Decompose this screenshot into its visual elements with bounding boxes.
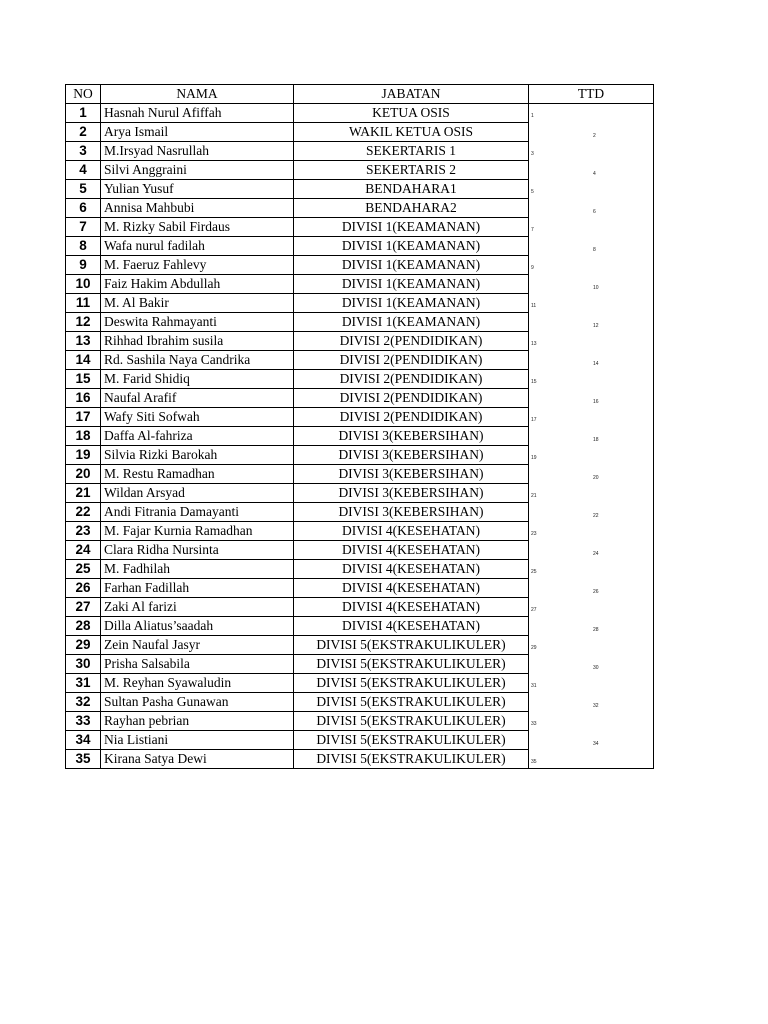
row-name: Kirana Satya Dewi xyxy=(101,750,294,769)
row-name: Rihhad Ibrahim susila xyxy=(101,332,294,351)
row-number: 16 xyxy=(66,389,101,408)
signature-number: 8 xyxy=(593,247,596,253)
row-position: DIVISI 1(KEAMANAN) xyxy=(294,256,529,275)
row-position: DIVISI 2(PENDIDIKAN) xyxy=(294,332,529,351)
row-name: Arya Ismail xyxy=(101,123,294,142)
row-position: DIVISI 1(KEAMANAN) xyxy=(294,275,529,294)
header-ttd: TTD xyxy=(529,85,654,104)
row-name: M. Rizky Sabil Firdaus xyxy=(101,218,294,237)
row-number: 15 xyxy=(66,370,101,389)
row-number: 24 xyxy=(66,541,101,560)
signature-number: 35 xyxy=(531,759,537,765)
signature-number: 33 xyxy=(531,721,537,727)
row-position: DIVISI 3(KEBERSIHAN) xyxy=(294,503,529,522)
signature-number: 1 xyxy=(531,113,534,119)
row-name: M.Irsyad Nasrullah xyxy=(101,142,294,161)
row-number: 30 xyxy=(66,655,101,674)
row-position: DIVISI 4(KESEHATAN) xyxy=(294,541,529,560)
signature-number: 3 xyxy=(531,151,534,157)
signature-number: 24 xyxy=(593,551,599,557)
row-position: DIVISI 2(PENDIDIKAN) xyxy=(294,389,529,408)
row-number: 11 xyxy=(66,294,101,313)
row-number: 27 xyxy=(66,598,101,617)
row-name: Deswita Rahmayanti xyxy=(101,313,294,332)
signature-number: 15 xyxy=(531,379,537,385)
signature-number: 29 xyxy=(531,645,537,651)
row-name: Daffa Al-fahriza xyxy=(101,427,294,446)
signature-number: 18 xyxy=(593,437,599,443)
signature-number: 19 xyxy=(531,455,537,461)
row-number: 35 xyxy=(66,750,101,769)
signature-number: 28 xyxy=(593,627,599,633)
row-position: DIVISI 4(KESEHATAN) xyxy=(294,598,529,617)
row-name: Silvi Anggraini xyxy=(101,161,294,180)
table-row xyxy=(66,104,654,123)
signature-number: 12 xyxy=(593,323,599,329)
row-name: Wafy Siti Sofwah xyxy=(101,408,294,427)
row-name: M. Faeruz Fahlevy xyxy=(101,256,294,275)
row-name: M. Al Bakir xyxy=(101,294,294,313)
row-position: KETUA OSIS xyxy=(294,104,529,123)
row-position: DIVISI 4(KESEHATAN) xyxy=(294,579,529,598)
attendance-table xyxy=(65,84,654,769)
row-name: Zaki Al farizi xyxy=(101,598,294,617)
row-name: Yulian Yusuf xyxy=(101,180,294,199)
signature-number: 34 xyxy=(593,741,599,747)
row-name: Faiz Hakim Abdullah xyxy=(101,275,294,294)
row-number: 5 xyxy=(66,180,101,199)
row-position: BENDAHARA1 xyxy=(294,180,529,199)
row-position: DIVISI 5(EKSTRAKULIKULER) xyxy=(294,750,529,769)
row-position: WAKIL KETUA OSIS xyxy=(294,123,529,142)
signature-number: 7 xyxy=(531,227,534,233)
row-position: DIVISI 2(PENDIDIKAN) xyxy=(294,370,529,389)
row-position: DIVISI 1(KEAMANAN) xyxy=(294,218,529,237)
signature-column xyxy=(529,104,654,769)
row-number: 1 xyxy=(66,104,101,123)
row-position: DIVISI 4(KESEHATAN) xyxy=(294,617,529,636)
row-position: DIVISI 5(EKSTRAKULIKULER) xyxy=(294,636,529,655)
row-position: DIVISI 4(KESEHATAN) xyxy=(294,522,529,541)
row-position: DIVISI 5(EKSTRAKULIKULER) xyxy=(294,674,529,693)
row-number: 22 xyxy=(66,503,101,522)
row-name: M. Fajar Kurnia Ramadhan xyxy=(101,522,294,541)
signature-number: 5 xyxy=(531,189,534,195)
row-name: M. Fadhilah xyxy=(101,560,294,579)
row-number: 26 xyxy=(66,579,101,598)
signature-number: 31 xyxy=(531,683,537,689)
row-number: 18 xyxy=(66,427,101,446)
row-name: M. Reyhan Syawaludin xyxy=(101,674,294,693)
row-position: DIVISI 3(KEBERSIHAN) xyxy=(294,484,529,503)
row-position: DIVISI 4(KESEHATAN) xyxy=(294,560,529,579)
signature-number: 22 xyxy=(593,513,599,519)
header-row xyxy=(66,85,654,104)
row-position: DIVISI 1(KEAMANAN) xyxy=(294,237,529,256)
row-number: 31 xyxy=(66,674,101,693)
row-position: DIVISI 2(PENDIDIKAN) xyxy=(294,351,529,370)
signature-number: 21 xyxy=(531,493,537,499)
signature-number: 9 xyxy=(531,265,534,271)
signature-number: 26 xyxy=(593,589,599,595)
row-number: 29 xyxy=(66,636,101,655)
row-number: 13 xyxy=(66,332,101,351)
signature-number: 23 xyxy=(531,531,537,537)
signature-number: 11 xyxy=(531,303,537,309)
row-name: Annisa Mahbubi xyxy=(101,199,294,218)
row-number: 21 xyxy=(66,484,101,503)
signature-number: 17 xyxy=(531,417,537,423)
header-nama: NAMA xyxy=(101,85,294,104)
row-position: BENDAHARA2 xyxy=(294,199,529,218)
row-number: 12 xyxy=(66,313,101,332)
row-position: DIVISI 3(KEBERSIHAN) xyxy=(294,465,529,484)
row-position: DIVISI 5(EKSTRAKULIKULER) xyxy=(294,731,529,750)
row-position: DIVISI 1(KEAMANAN) xyxy=(294,313,529,332)
row-position: DIVISI 5(EKSTRAKULIKULER) xyxy=(294,655,529,674)
row-name: Andi Fitrania Damayanti xyxy=(101,503,294,522)
row-number: 14 xyxy=(66,351,101,370)
row-name: Hasnah Nurul Afiffah xyxy=(101,104,294,123)
row-name: Wildan Arsyad xyxy=(101,484,294,503)
row-name: M. Restu Ramadhan xyxy=(101,465,294,484)
signature-number: 6 xyxy=(593,209,596,215)
row-number: 3 xyxy=(66,142,101,161)
signature-number: 10 xyxy=(593,285,599,291)
row-number: 7 xyxy=(66,218,101,237)
row-position: SEKERTARIS 2 xyxy=(294,161,529,180)
row-number: 6 xyxy=(66,199,101,218)
signature-number: 25 xyxy=(531,569,537,575)
header-no: NO xyxy=(66,85,101,104)
row-number: 23 xyxy=(66,522,101,541)
row-name: Nia Listiani xyxy=(101,731,294,750)
row-number: 9 xyxy=(66,256,101,275)
row-name: Naufal Arafif xyxy=(101,389,294,408)
table-body xyxy=(66,104,654,769)
row-number: 33 xyxy=(66,712,101,731)
row-position: DIVISI 2(PENDIDIKAN) xyxy=(294,408,529,427)
row-position: SEKERTARIS 1 xyxy=(294,142,529,161)
row-number: 4 xyxy=(66,161,101,180)
signature-number: 27 xyxy=(531,607,537,613)
signature-number: 2 xyxy=(593,133,596,139)
row-number: 28 xyxy=(66,617,101,636)
signature-number: 14 xyxy=(593,361,599,367)
row-number: 17 xyxy=(66,408,101,427)
row-name: M. Farid Shidiq xyxy=(101,370,294,389)
signature-number: 13 xyxy=(531,341,537,347)
row-number: 19 xyxy=(66,446,101,465)
signature-number: 30 xyxy=(593,665,599,671)
row-number: 32 xyxy=(66,693,101,712)
row-position: DIVISI 5(EKSTRAKULIKULER) xyxy=(294,712,529,731)
signature-number: 4 xyxy=(593,171,596,177)
row-name: Zein Naufal Jasyr xyxy=(101,636,294,655)
signature-number: 20 xyxy=(593,475,599,481)
row-position: DIVISI 3(KEBERSIHAN) xyxy=(294,427,529,446)
row-name: Clara Ridha Nursinta xyxy=(101,541,294,560)
row-name: Rd. Sashila Naya Candrika xyxy=(101,351,294,370)
signature-number: 32 xyxy=(593,703,599,709)
row-name: Dilla Aliatus’saadah xyxy=(101,617,294,636)
row-name: Sultan Pasha Gunawan xyxy=(101,693,294,712)
signature-number: 16 xyxy=(593,399,599,405)
row-number: 20 xyxy=(66,465,101,484)
row-number: 8 xyxy=(66,237,101,256)
row-name: Rayhan pebrian xyxy=(101,712,294,731)
row-position: DIVISI 5(EKSTRAKULIKULER) xyxy=(294,693,529,712)
row-number: 34 xyxy=(66,731,101,750)
row-number: 10 xyxy=(66,275,101,294)
row-name: Wafa nurul fadilah xyxy=(101,237,294,256)
row-number: 25 xyxy=(66,560,101,579)
header-jabatan: JABATAN xyxy=(294,85,529,104)
row-number: 2 xyxy=(66,123,101,142)
row-name: Silvia Rizki Barokah xyxy=(101,446,294,465)
row-name: Farhan Fadillah xyxy=(101,579,294,598)
row-position: DIVISI 1(KEAMANAN) xyxy=(294,294,529,313)
row-name: Prisha Salsabila xyxy=(101,655,294,674)
row-position: DIVISI 3(KEBERSIHAN) xyxy=(294,446,529,465)
